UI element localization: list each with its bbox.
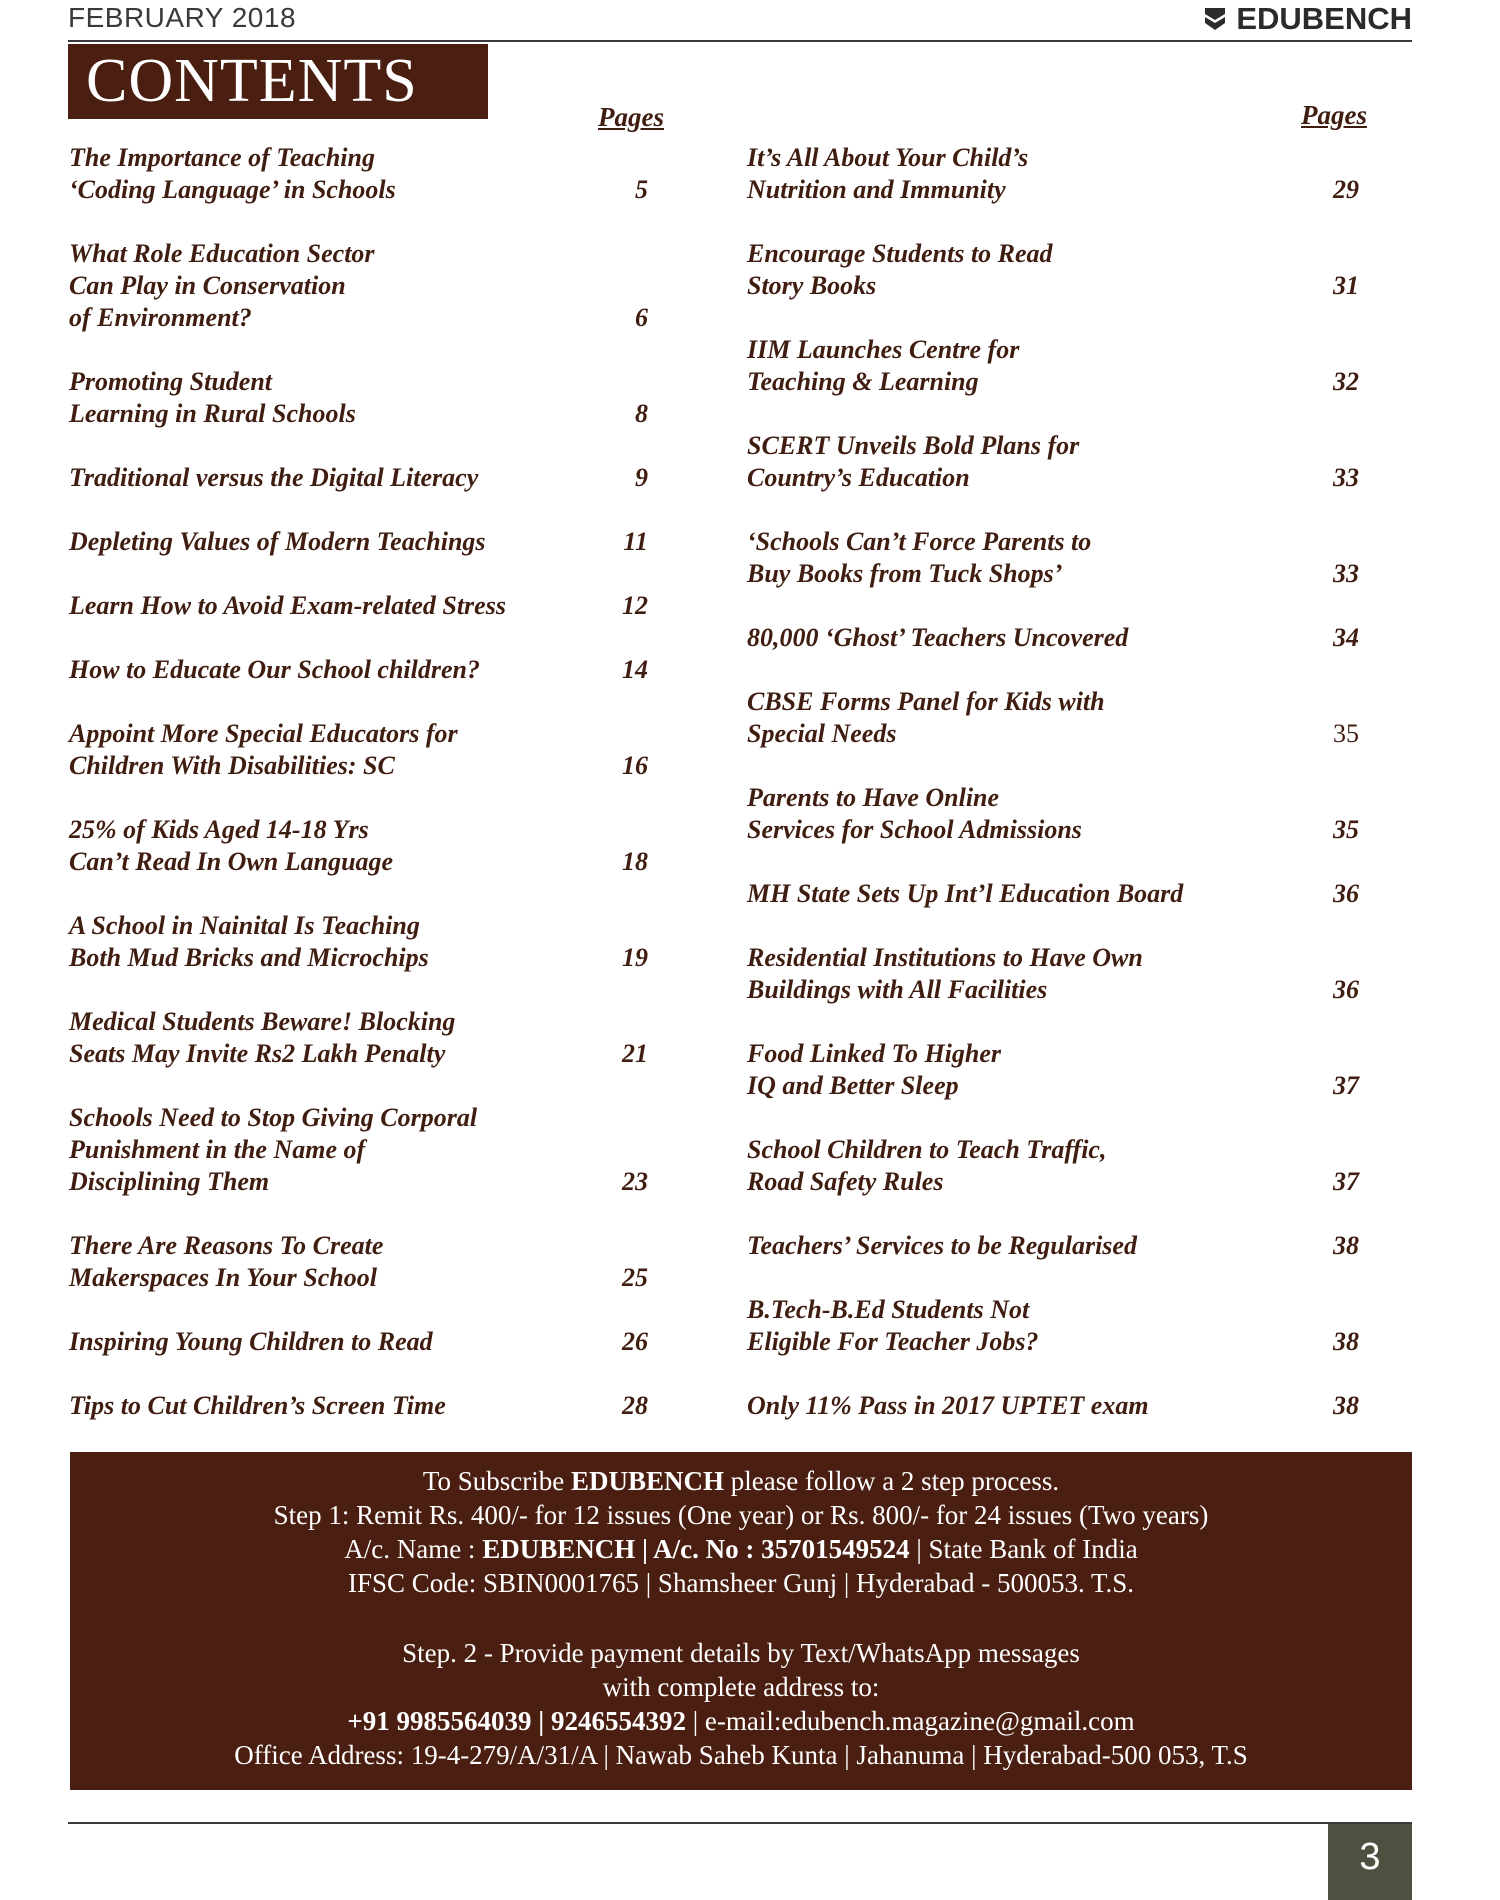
toc-title-line: Punishment in the Name of	[69, 1135, 366, 1164]
header-divider	[68, 40, 1412, 42]
toc-page-number: 35	[1333, 719, 1359, 748]
toc-entry-title	[69, 1006, 455, 1070]
toc-entry[interactable]	[747, 622, 1359, 654]
toc-title-line: SCERT Unveils Bold Plans for	[747, 431, 1080, 460]
toc-entry[interactable]	[69, 1326, 648, 1358]
page-number: 3	[1328, 1824, 1412, 1900]
toc-entry[interactable]	[747, 942, 1359, 1006]
toc-title-line: A School in Nainital Is Teaching	[69, 911, 420, 940]
toc-entry[interactable]	[747, 430, 1359, 494]
toc-title-line: Children With Disabilities: SC	[69, 751, 395, 780]
toc-title-line: It’s All About Your Child’s	[747, 143, 1029, 172]
toc-entry[interactable]	[69, 142, 648, 206]
toc-entry-title	[69, 142, 396, 206]
toc-entry[interactable]	[69, 814, 648, 878]
toc-entry[interactable]	[69, 590, 648, 622]
toc-entry-title	[69, 1326, 433, 1358]
toc-page-number: 33	[1333, 559, 1359, 588]
toc-page-number: 21	[622, 1039, 648, 1068]
toc-page-number: 25	[622, 1263, 648, 1292]
toc-entry[interactable]	[747, 1390, 1359, 1422]
toc-title-line: Both Mud Bricks and Microchips	[69, 943, 429, 972]
toc-page-number: 32	[1333, 367, 1359, 396]
toc-page-number: 9	[635, 463, 648, 492]
toc-title-line: The Importance of Teaching	[69, 143, 375, 172]
toc-entry-title	[747, 1294, 1039, 1358]
toc-title-line: IIM Launches Centre for	[747, 335, 1020, 364]
toc-entry[interactable]	[69, 1390, 648, 1422]
toc-entry[interactable]	[747, 878, 1359, 910]
toc-page-number: 18	[622, 847, 648, 876]
toc-page-number: 34	[1333, 623, 1359, 652]
toc-entry-title	[69, 718, 458, 782]
toc-page-number: 38	[1333, 1231, 1359, 1260]
issue-date: FEBRUARY 2018	[68, 2, 297, 33]
toc-entry[interactable]	[747, 1134, 1359, 1198]
toc-page-number: 29	[1333, 175, 1359, 204]
subscribe-contact: +91 9985564039 | 9246554392 | e-mail:edubench.magazine@gmail.com	[347, 1706, 1135, 1736]
toc-entry[interactable]	[69, 718, 648, 782]
toc-title-line: There Are Reasons To Create	[69, 1231, 384, 1260]
toc-page-number: 37	[1333, 1167, 1359, 1196]
toc-title-line: Disciplining Them	[69, 1167, 270, 1196]
toc-title-line: of Environment?	[69, 303, 252, 332]
toc-title-line: Only 11% Pass in 2017 UPTET exam	[747, 1391, 1149, 1420]
toc-entry-title	[747, 142, 1028, 206]
brand-logo	[1204, 1, 1412, 37]
toc-entry-title	[747, 1038, 1001, 1102]
toc-entry[interactable]	[747, 238, 1359, 302]
toc-entry-title	[747, 1390, 1149, 1422]
toc-entry[interactable]	[747, 1038, 1359, 1102]
toc-page-number: 28	[622, 1391, 648, 1420]
toc-title-line: Services for School Admissions	[747, 815, 1082, 844]
toc-title-line: Road Safety Rules	[747, 1167, 944, 1196]
toc-title-line: Can Play in Conservation	[69, 271, 346, 300]
toc-page-number: 38	[1333, 1327, 1359, 1356]
toc-entry[interactable]	[747, 1294, 1359, 1358]
toc-page-number: 6	[635, 303, 648, 332]
toc-page-number: 38	[1333, 1391, 1359, 1420]
toc-entry-title	[69, 462, 478, 494]
subscribe-intro: To Subscribe EDUBENCH please follow a 2 step process.	[422, 1466, 1060, 1496]
toc-entry-title	[747, 1134, 1106, 1198]
toc-title-line: Promoting Student	[69, 367, 272, 396]
toc-title-line: Teachers’ Services to be Regularised	[747, 1231, 1137, 1260]
toc-title-line: ‘Coding Language’ in Schools	[69, 175, 396, 204]
subscription-box	[70, 1452, 1412, 1790]
toc-title-line: Parents to Have Online	[747, 783, 1000, 812]
toc-entry[interactable]	[69, 238, 648, 334]
subscribe-account: A/c. Name : EDUBENCH | A/c. No : 35701549524 | State Bank of India	[344, 1534, 1138, 1564]
toc-title-line: Medical Students Beware! Blocking	[69, 1007, 456, 1036]
toc-entry-title	[747, 942, 1143, 1006]
toc-title-line: Story Books	[747, 271, 877, 300]
toc-title-line: Encourage Students to Read	[747, 239, 1053, 268]
toc-entry-title	[747, 430, 1079, 494]
subscribe-step2: Step. 2 - Provide payment details by Text/WhatsApp messages	[402, 1638, 1080, 1668]
toc-entry[interactable]	[69, 1102, 648, 1198]
toc-title-line: What Role Education Sector	[69, 239, 375, 268]
office-address: Office Address: 19-4-279/A/31/A | Nawab Saheb Kunta | Jahanuma | Hyderabad-500 053, T.S	[234, 1740, 1248, 1770]
subscribe-step1: Step 1: Remit Rs. 400/- for 12 issues (One year) or Rs. 800/- for 24 issues (Two years)	[273, 1500, 1209, 1530]
brand-name: EDUBENCH	[1236, 1, 1412, 36]
toc-entry-title	[69, 590, 506, 622]
toc-entry[interactable]	[69, 910, 648, 974]
toc-page-number: 11	[623, 527, 648, 556]
toc-page-number: 5	[635, 175, 648, 204]
toc-title-line: Buildings with All Facilities	[747, 975, 1048, 1004]
toc-entry-title	[747, 782, 1082, 846]
toc-entry-title	[69, 1102, 477, 1198]
toc-entry-title	[747, 526, 1091, 590]
toc-entry-title	[69, 814, 393, 878]
toc-title-line: Nutrition and Immunity	[747, 175, 1006, 204]
toc-title-line: Appoint More Special Educators for	[69, 719, 458, 748]
toc-entry-title	[747, 334, 1019, 398]
toc-title-line: Buy Books from Tuck Shops’	[747, 559, 1063, 588]
toc-entry-title	[747, 238, 1053, 302]
toc-entry[interactable]	[69, 462, 648, 494]
toc-page-number: 36	[1333, 879, 1359, 908]
toc-title-line: Traditional versus the Digital Literacy	[69, 463, 479, 492]
toc-entry-title	[69, 366, 356, 430]
pages-heading-right: Pages	[1301, 100, 1367, 130]
subscribe-step2-cont: with complete address to:	[602, 1672, 880, 1702]
toc-entry-title	[69, 526, 486, 558]
toc-page-number: 31	[1333, 271, 1359, 300]
toc-title-line: B.Tech-B.Ed Students Not	[747, 1295, 1030, 1324]
toc-title-line: 80,000 ‘Ghost’ Teachers Uncovered	[747, 623, 1129, 652]
toc-title-line: How to Educate Our School children?	[69, 655, 480, 684]
toc-title-line: Depleting Values of Modern Teachings	[69, 527, 486, 556]
toc-title-line: Residential Institutions to Have Own	[747, 943, 1143, 972]
contents-banner	[68, 44, 488, 119]
toc-title-line: Makerspaces In Your School	[69, 1263, 377, 1292]
toc-title-line: Seats May Invite Rs2 Lakh Penalty	[69, 1039, 446, 1068]
toc-entry[interactable]	[747, 1230, 1359, 1262]
subscribe-ifsc: IFSC Code: SBIN0001765 | Shamsheer Gunj | Hyderabad - 500053. T.S.	[347, 1568, 1135, 1598]
toc-page-number: 33	[1333, 463, 1359, 492]
toc-entry[interactable]	[747, 686, 1359, 750]
toc-entry-title	[69, 238, 375, 334]
toc-page-number: 12	[622, 591, 648, 620]
toc-entry-title	[69, 1230, 383, 1294]
toc-title-line: Tips to Cut Children’s Screen Time	[69, 1391, 446, 1420]
toc-title-line: IQ and Better Sleep	[747, 1071, 959, 1100]
toc-title-line: Teaching & Learning	[747, 367, 979, 396]
toc-entry-title	[69, 654, 480, 686]
toc-entry[interactable]	[69, 1006, 648, 1070]
toc-entry-title	[69, 910, 429, 974]
pages-heading-left: Pages	[598, 102, 664, 132]
toc-title-line: Learning in Rural Schools	[69, 399, 356, 428]
toc-entry[interactable]	[747, 142, 1359, 206]
toc-page-number: 36	[1333, 975, 1359, 1004]
footer-divider	[68, 1822, 1412, 1824]
toc-title-line: Country’s Education	[747, 463, 970, 492]
toc-page-number: 8	[635, 399, 648, 428]
toc-entry[interactable]	[69, 366, 648, 430]
toc-title-line: MH State Sets Up Int’l Education Board	[747, 879, 1184, 908]
toc-title-line: Special Needs	[747, 719, 897, 748]
toc-entry[interactable]	[747, 526, 1359, 590]
toc-title-line: Eligible For Teacher Jobs?	[747, 1327, 1039, 1356]
toc-page-number: 14	[622, 655, 648, 684]
toc-title-line: Inspiring Young Children to Read	[69, 1327, 433, 1356]
toc-entry[interactable]	[747, 334, 1359, 398]
toc-entry[interactable]	[69, 526, 648, 558]
toc-title-line: School Children to Teach Traffic,	[747, 1135, 1107, 1164]
toc-entry-title	[747, 1230, 1137, 1262]
toc-entry-title	[69, 1390, 446, 1422]
toc-entry[interactable]	[69, 1230, 648, 1294]
toc-page-number: 16	[622, 751, 648, 780]
toc-title-line: Food Linked To Higher	[747, 1039, 1002, 1068]
toc-entry-title	[747, 622, 1128, 654]
toc-title-line: Can’t Read In Own Language	[69, 847, 394, 876]
toc-entry[interactable]	[747, 782, 1359, 846]
contents-title: CONTENTS	[86, 47, 418, 115]
toc-title-line: 25% of Kids Aged 14-18 Yrs	[69, 815, 369, 844]
toc-page-number: 19	[622, 943, 648, 972]
toc-page-number: 37	[1333, 1071, 1359, 1100]
toc-page-number: 26	[622, 1327, 648, 1356]
toc-entry-title	[747, 878, 1183, 910]
toc-page-number: 35	[1333, 815, 1359, 844]
toc-title-line: Learn How to Avoid Exam-related Stress	[69, 591, 506, 620]
toc-entry-title	[747, 686, 1105, 750]
toc-page-number: 23	[622, 1167, 648, 1196]
toc-title-line: ‘Schools Can’t Force Parents to	[747, 527, 1092, 556]
toc-entry[interactable]	[69, 654, 648, 686]
toc-title-line: Schools Need to Stop Giving Corporal	[69, 1103, 478, 1132]
toc-title-line: CBSE Forms Panel for Kids with	[747, 687, 1105, 716]
chevron-shield-icon	[1204, 7, 1226, 31]
